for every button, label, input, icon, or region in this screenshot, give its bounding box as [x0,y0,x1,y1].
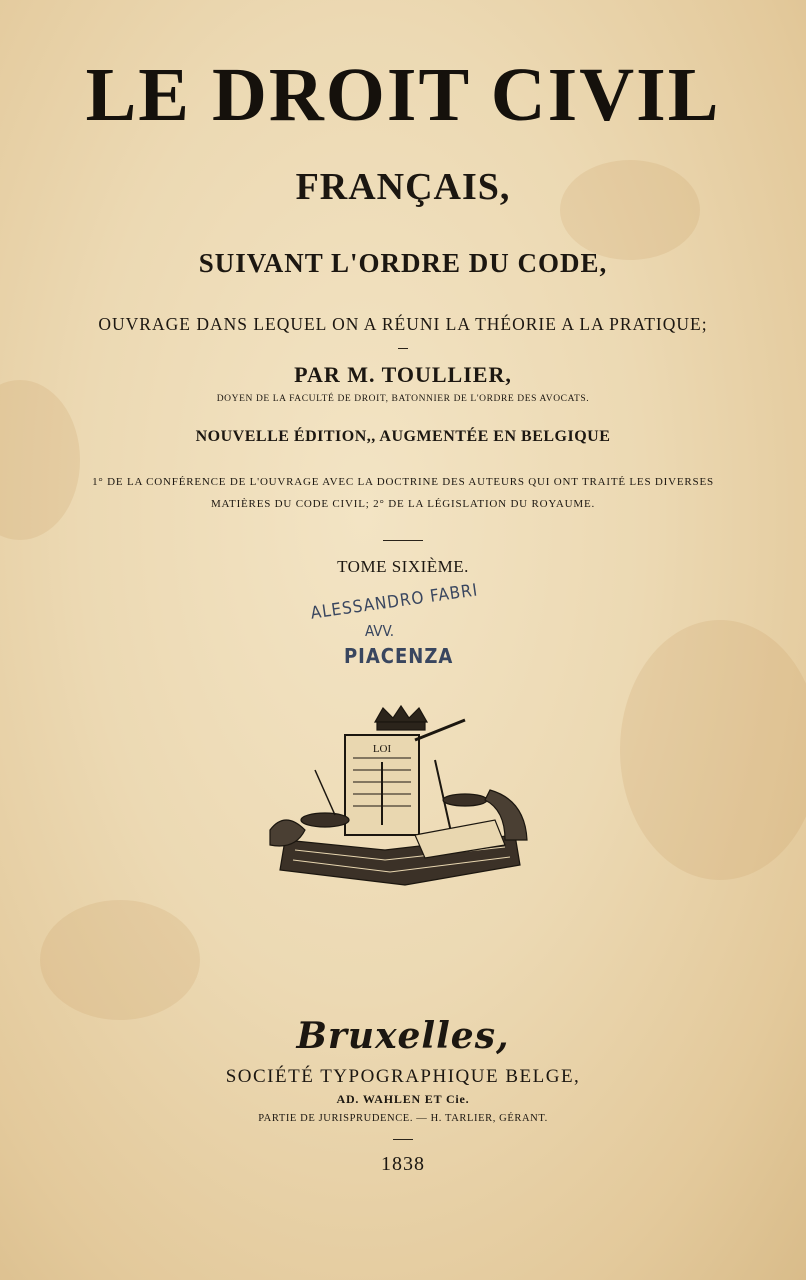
divider [398,348,408,349]
divider [383,540,423,541]
book-subtitle: FRANÇAIS, [295,166,511,208]
stamp-line-2: AVV. [365,622,395,640]
author: PAR M. TOULLIER, [294,362,512,387]
publisher-line-2: AD. WAHLEN ET Cie. [336,1092,470,1106]
edition-description-line-1: 1° DE LA CONFÉRENCE DE L'OUVRAGE AVEC LA DOCTRINE DES AUTEURS QUI ONT TRAITÉ LES DIVERSES [92,476,714,488]
owner-stamp [300,580,490,680]
edition-description [0,471,806,515]
publisher: SOCIÉTÉ TYPOGRAPHIQUE BELGE, [225,1066,581,1087]
edition: NOUVELLE ÉDITION,, AUGMENTÉE EN BELGIQUE [195,428,611,445]
stamp-line-1: ALESSANDRO FABRI [309,580,480,624]
publication-year: 1838 [381,1153,425,1175]
publisher-line-3: PARTIE DE JURISPRUDENCE. — H. TARLIER, GÉRANT. [258,1113,548,1124]
publication-city: Bruxelles, [296,1015,510,1057]
edition-description-line-2: MATIÈRES DU CODE CIVIL; 2° DE LA LÉGISLATION DU ROYAUME. [210,498,596,510]
book-title: LE DROIT CIVIL [85,53,721,137]
divider [393,1139,413,1140]
law-emblem-vignette [265,700,535,895]
author-title: DOYEN DE LA FACULTÉ DE DROIT, BATONNIER DE L'ORDRE DES AVOCATS. [216,394,590,404]
volume-number: TOME SIXIÈME. [337,557,469,576]
book-subtitle-2: SUIVANT L'ORDRE DU CODE, [198,248,608,278]
stamp-line-3: PIACENZA [344,644,454,668]
book-description: OUVRAGE DANS LEQUEL ON A RÉUNI LA THÉORIE A LA PRATIQUE; [98,314,708,334]
vignette-label: LOI [372,743,392,755]
